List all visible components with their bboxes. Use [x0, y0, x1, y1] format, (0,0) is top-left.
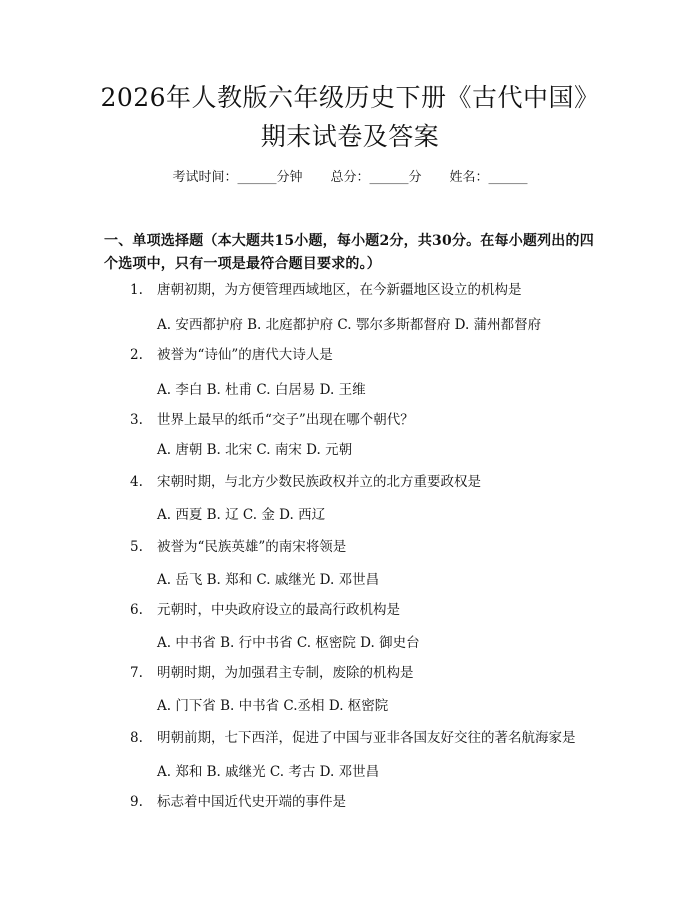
question-1: [130, 280, 522, 300]
question-text: 元朝时，中央政府设立的最高行政机构是: [157, 602, 400, 618]
question-number: 7.: [130, 665, 143, 681]
question-2-options: A. 李白 B. 杜甫 C. 白居易 D. 王维: [157, 382, 366, 398]
question-text: 唐朝初期，为方便管理西域地区，在今新疆地区设立的机构是: [157, 282, 522, 298]
exam-meta: [0, 169, 700, 187]
exam-title-line1: 2026年人教版六年级历史下册《古代中国》: [100, 83, 600, 112]
question-number: 3.: [130, 412, 143, 428]
question-text: 被誉为“民族英雄”的南宋将领是: [157, 539, 347, 555]
question-number: 5.: [130, 539, 143, 555]
question-9: [130, 792, 346, 812]
question-text: 宋朝时期，与北方少数民族政权并立的北方重要政权是: [157, 474, 481, 490]
student-name-field: 姓名：______: [449, 170, 528, 185]
exam-time-field: 考试时间：______分钟: [172, 170, 303, 185]
question-3-options: A. 唐朝 B. 北宋 C. 南宋 D. 元朝: [157, 442, 353, 458]
question-8: [130, 728, 576, 748]
section-1-heading: 一、单项选择题（本大题共15小题，每小题2分，共30分。在每小题列出的四个选项中，只有一项是最符合题目要求的。）: [104, 233, 594, 272]
question-1-options: A. 安西都护府 B. 北庭都护府 C. 鄂尔多斯都督府 D. 蒲州都督府: [157, 317, 542, 333]
question-4: [130, 472, 481, 492]
question-text: 明朝前期，七下西洋，促进了中国与亚非各国友好交往的著名航海家是: [157, 730, 576, 746]
question-4-options: A. 西夏 B. 辽 C. 金 D. 西辽: [157, 507, 326, 523]
question-8-options: A. 郑和 B. 戚继光 C. 考古 D. 邓世昌: [157, 764, 380, 780]
question-number: 4.: [130, 474, 143, 490]
question-3: [130, 410, 414, 430]
question-number: 1.: [130, 282, 143, 298]
question-5-options: A. 岳飞 B. 郑和 C. 戚继光 D. 邓世昌: [157, 572, 380, 588]
question-7-options: A. 门下省 B. 中书省 C.丞相 D. 枢密院: [157, 698, 389, 714]
exam-title-line2: 期末试卷及答案: [260, 122, 440, 151]
question-text: 明朝时期，为加强君主专制，废除的机构是: [157, 665, 414, 681]
question-5: [130, 537, 346, 557]
question-6: [130, 600, 400, 620]
question-number: 8.: [130, 730, 143, 746]
question-number: 2.: [130, 347, 143, 363]
question-text: 被誉为“诗仙”的唐代大诗人是: [157, 347, 333, 363]
total-score-field: 总分：______分: [330, 170, 422, 185]
question-text: 世界上最早的纸币“交子”出现在哪个朝代？: [157, 412, 414, 428]
question-6-options: A. 中书省 B. 行中书省 C. 枢密院 D. 御史台: [157, 635, 420, 651]
question-2: [130, 345, 333, 365]
question-number: 6.: [130, 602, 143, 618]
question-7: [130, 663, 414, 683]
question-number: 9.: [130, 794, 143, 810]
question-text: 标志着中国近代史开端的事件是: [157, 794, 346, 810]
